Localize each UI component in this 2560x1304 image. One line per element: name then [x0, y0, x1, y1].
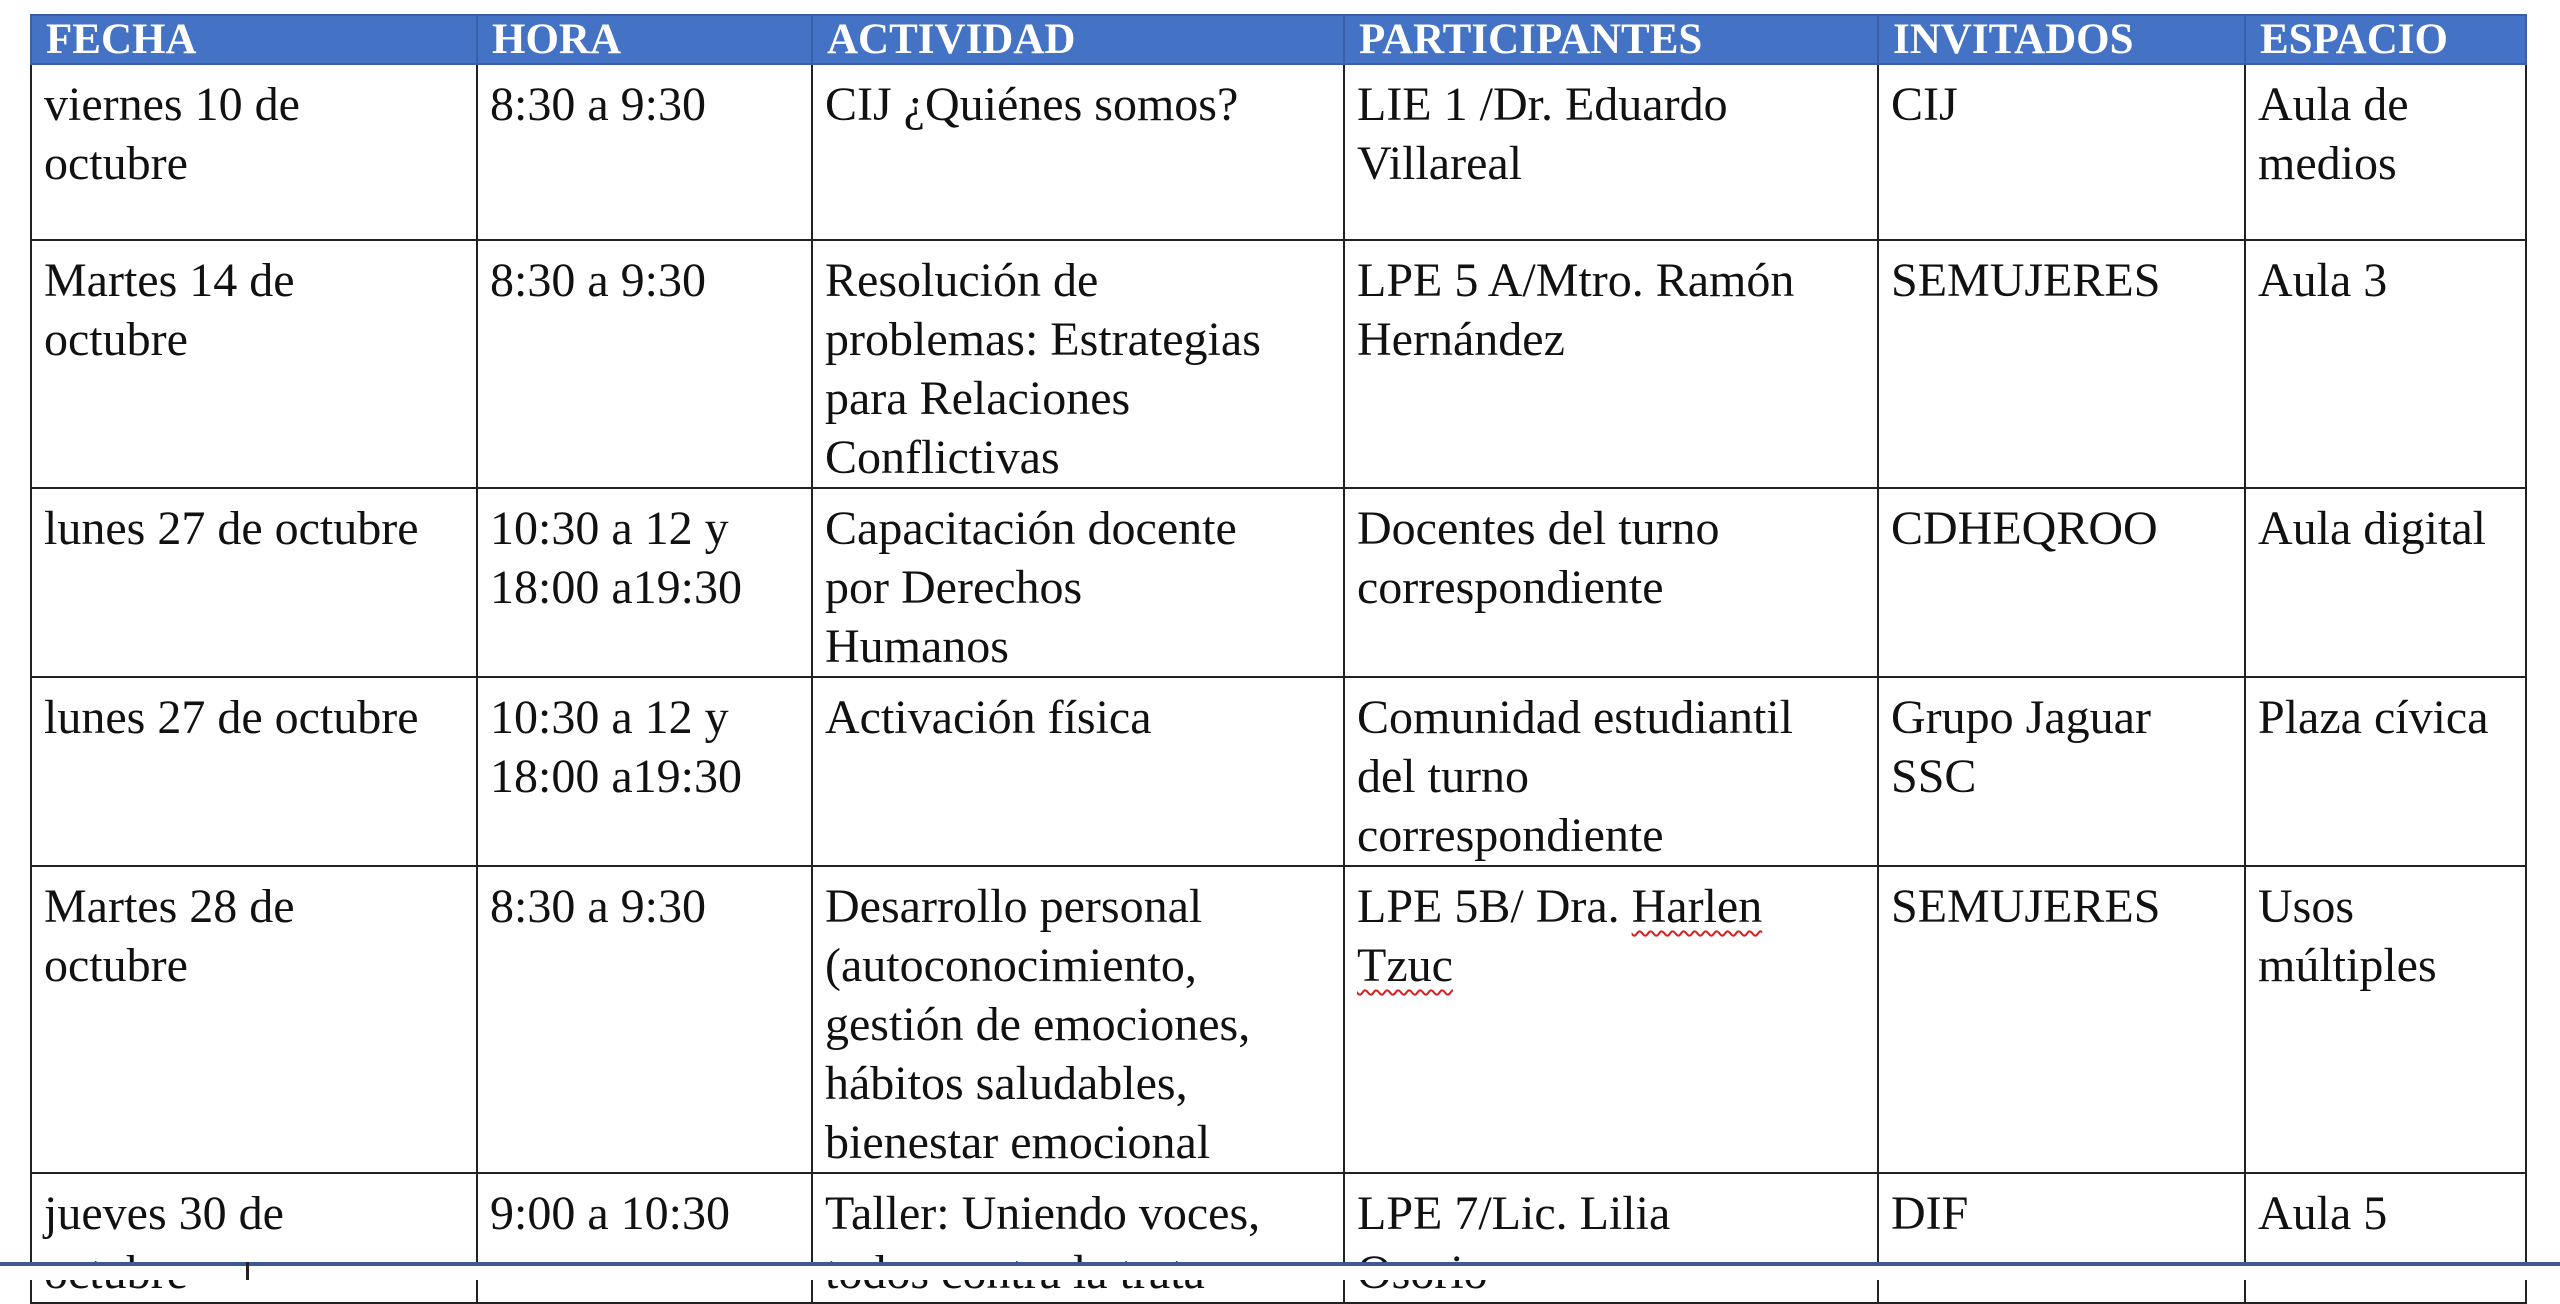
cell-text: SSC	[1891, 750, 1977, 803]
cell-hora	[477, 677, 812, 866]
header-actividad: ACTIVIDAD	[812, 15, 1344, 64]
cell-invitados	[1878, 866, 2245, 1173]
cell-text: Activación física	[825, 691, 1152, 744]
cell-text: Plaza cívica	[2258, 691, 2489, 744]
cell-hora	[477, 64, 812, 240]
cell-actividad	[812, 677, 1344, 866]
table-row	[31, 240, 2526, 488]
cell-text: octubre	[44, 313, 188, 366]
cell-text: Docentes del turno	[1357, 502, 1720, 555]
cell-text: Taller: Uniendo voces,	[825, 1187, 1261, 1240]
cell-text	[1357, 877, 1861, 936]
cell-participantes	[1344, 64, 1878, 240]
cell-text: DIF	[1891, 1187, 1969, 1240]
header-row	[31, 15, 2526, 64]
cell-text: SEMUJERES	[1891, 254, 2161, 307]
cell-fecha	[31, 240, 477, 488]
cell-invitados	[1878, 64, 2245, 240]
cell-espacio	[2245, 866, 2526, 1173]
cell-fecha	[31, 677, 477, 866]
cell-text: Resolución de	[825, 254, 1099, 307]
cell-text: Martes 14 de	[44, 254, 295, 307]
next-table-edge	[0, 1262, 2560, 1280]
cell-hora	[477, 866, 812, 1173]
cell-text: correspondiente	[1357, 561, 1664, 614]
cell-participantes	[1344, 240, 1878, 488]
cell-text: Comunidad estudiantil	[1357, 691, 1793, 744]
cell-text: SEMUJERES	[1891, 880, 2161, 933]
cell-text: del turno	[1357, 750, 1529, 803]
cell-espacio	[2245, 488, 2526, 677]
cell-text: múltiples	[2258, 939, 2437, 992]
cell-text: Aula 3	[2258, 254, 2388, 307]
cell-text: viernes 10 de	[44, 78, 300, 131]
cell-text: Grupo Jaguar	[1891, 691, 2151, 744]
cell-text: 10:30 a 12 y	[490, 502, 729, 555]
cell-text: por Derechos	[825, 561, 1083, 614]
cell-text: lunes 27 de octubre	[44, 502, 419, 555]
cell-text: lunes 27 de octubre	[44, 691, 419, 744]
cell-text: Aula digital	[2258, 502, 2486, 555]
cell-text: Humanos	[825, 620, 1009, 673]
cell-text: Desarrollo personal	[825, 880, 1203, 933]
cell-text: problemas: Estrategias	[825, 313, 1261, 366]
cell-text: 9:00 a 10:30	[490, 1187, 730, 1240]
cell-text: hábitos saludables,	[825, 1057, 1188, 1110]
cell-text: 18:00 a19:30	[490, 750, 742, 803]
table-row	[31, 866, 2526, 1173]
cell-text: Usos	[2258, 880, 2355, 933]
cell-text: bienestar emocional	[825, 1116, 1211, 1169]
cell-invitados	[1878, 677, 2245, 866]
cell-text: LPE 5 A/Mtro. Ramón	[1357, 254, 1795, 307]
cell-text: 18:00 a19:30	[490, 561, 742, 614]
schedule-table	[30, 14, 2527, 1304]
cell-participantes	[1344, 866, 1878, 1173]
cell-actividad	[812, 866, 1344, 1173]
spellcheck-marked-word[interactable]: Harlen	[1631, 880, 1763, 933]
table-border-stub	[246, 1262, 249, 1280]
table-row	[31, 488, 2526, 677]
cell-text: correspondiente	[1357, 809, 1664, 862]
cell-espacio	[2245, 1173, 2526, 1303]
cell-text	[1357, 936, 1861, 995]
schedule-document	[30, 14, 2527, 1304]
cell-text: octubre	[44, 137, 188, 190]
cell-text: para Relaciones	[825, 372, 1131, 425]
spellcheck-marked-word[interactable]: Tzuc	[1357, 939, 1453, 992]
cell-fecha	[31, 488, 477, 677]
cell-text: Martes 28 de	[44, 880, 295, 933]
cell-participantes	[1344, 1173, 1878, 1303]
cell-text: Villareal	[1357, 137, 1523, 190]
cell-espacio	[2245, 240, 2526, 488]
cell-text: CIJ	[1891, 78, 1958, 131]
header-participantes: PARTICIPANTES	[1344, 15, 1878, 64]
cell-actividad	[812, 240, 1344, 488]
cell-espacio	[2245, 677, 2526, 866]
cell-hora	[477, 1173, 812, 1303]
cell-text: Aula 5	[2258, 1187, 2388, 1240]
table-row	[31, 1173, 2526, 1303]
cell-fecha	[31, 866, 477, 1173]
cell-text: CDHEQROO	[1891, 502, 2158, 555]
cell-participantes	[1344, 488, 1878, 677]
cell-text: Capacitación docente	[825, 502, 1237, 555]
header-hora: HORA	[477, 15, 812, 64]
header-invitados: INVITADOS	[1878, 15, 2245, 64]
header-fecha: FECHA	[31, 15, 477, 64]
cell-espacio	[2245, 64, 2526, 240]
cell-text: medios	[2258, 137, 2397, 190]
cell-actividad	[812, 488, 1344, 677]
cell-text: Conflictivas	[825, 431, 1060, 484]
cell-participantes	[1344, 677, 1878, 866]
cell-text: Hernández	[1357, 313, 1565, 366]
cell-invitados	[1878, 240, 2245, 488]
cell-text: Aula de	[2258, 78, 2409, 131]
cell-text: LIE 1 /Dr. Eduardo	[1357, 78, 1728, 131]
cell-hora	[477, 488, 812, 677]
cell-text: 8:30 a 9:30	[490, 254, 706, 307]
cell-text: 8:30 a 9:30	[490, 78, 706, 131]
cell-fecha	[31, 64, 477, 240]
cell-text: (autoconocimiento,	[825, 939, 1197, 992]
table-row	[31, 64, 2526, 240]
cell-text: jueves 30 de	[44, 1187, 284, 1240]
cell-text: 10:30 a 12 y	[490, 691, 729, 744]
cell-actividad	[812, 64, 1344, 240]
cell-text: 8:30 a 9:30	[490, 880, 706, 933]
cell-invitados	[1878, 488, 2245, 677]
cell-hora	[477, 240, 812, 488]
text-prefix: LPE 5B/ Dra.	[1357, 880, 1632, 933]
table-row	[31, 677, 2526, 866]
cell-fecha	[31, 1173, 477, 1303]
window-edge-line	[0, 1262, 2560, 1266]
header-espacio: ESPACIO	[2245, 15, 2526, 64]
cell-text: CIJ ¿Quiénes somos?	[825, 78, 1239, 131]
cell-text: gestión de emociones,	[825, 998, 1251, 1051]
cell-text: LPE 7/Lic. Lilia	[1357, 1187, 1671, 1240]
cell-actividad	[812, 1173, 1344, 1303]
cell-text: octubre	[44, 939, 188, 992]
cell-invitados	[1878, 1173, 2245, 1303]
